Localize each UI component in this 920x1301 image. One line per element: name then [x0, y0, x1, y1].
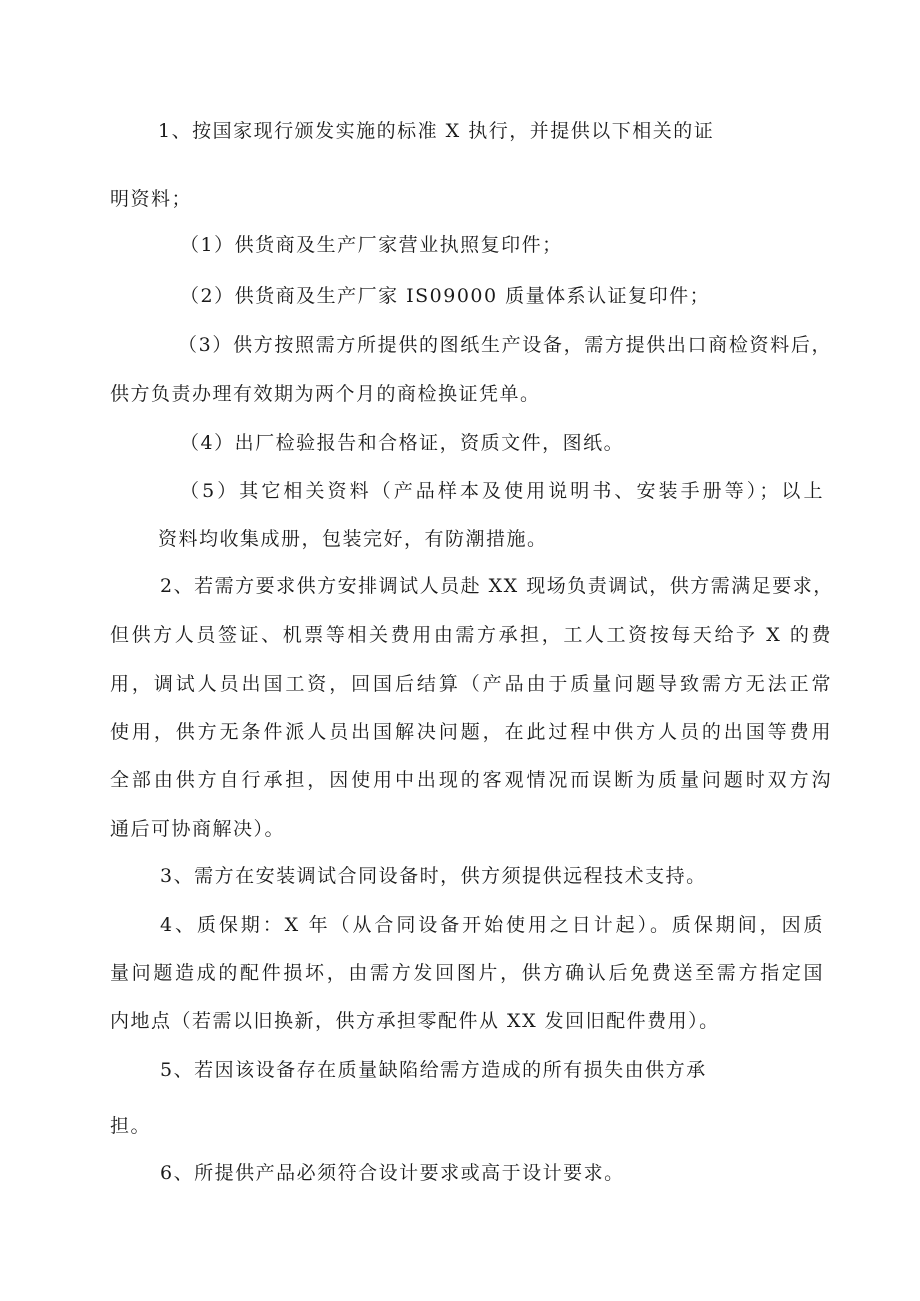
item-1-sub-2: （2）供货商及生产厂家 IS09000 质量体系认证复印件； [180, 285, 711, 307]
item-1-sub-5-line-1: （5）其它相关资料（产品样本及使用说明书、安装手册等）；以上 [180, 480, 824, 502]
item-1-sub-3-line-1: （3）供方按照需方所提供的图纸生产设备，需方提供出口商检资料后， [178, 334, 832, 356]
item-2-line-2: 但供方人员签证、机票等相关费用由需方承担，工人工资按每天给予 X 的费 [110, 624, 832, 646]
item-5-line-2: 担。 [110, 1115, 152, 1137]
item-3-line-1: 3、需方在安装调试合同设备时，供方须提供远程技术支持。 [160, 865, 707, 887]
item-1-sub-1: （1）供货商及生产厂家营业执照复印件； [180, 234, 563, 256]
item-2-line-6: 通后可协商解决）。 [110, 818, 286, 840]
item-5-line-1: 5、若因该设备存在质量缺陷给需方造成的所有损失由供方承 [160, 1059, 707, 1081]
item-2-line-5: 全部由供方自行承担，因使用中出现的客观情况而误断为质量问题时双方沟 [110, 769, 832, 791]
item-1-sub-3-line-2: 供方负责办理有效期为两个月的商检换证凭单。 [110, 383, 541, 405]
item-6-line-1: 6、所提供产品必须符合设计要求或高于设计要求。 [160, 1162, 625, 1184]
item-1-line-2: 明资料； [110, 188, 193, 210]
item-4-line-1: 4、质保期：X 年（从合同设备开始使用之日计起）。质保期间，因质 [160, 914, 824, 936]
item-2-line-3: 用，调试人员出国工资，回国后结算（产品由于质量问题导致需方无法正常 [110, 673, 832, 695]
item-1-line-1: 1、按国家现行颁发实施的标准 X 执行，并提供以下相关的证 [158, 120, 715, 142]
item-1-sub-4: （4）出厂检验报告和合格证，资质文件，图纸。 [180, 432, 625, 454]
item-2-line-1: 2、若需方要求供方安排调试人员赴 XX 现场负责调试，供方需满足要求， [160, 575, 834, 597]
item-4-line-3: 内地点（若需以旧换新，供方承担零配件从 XX 发回旧配件费用）。 [110, 1010, 720, 1032]
item-2-line-4: 使用，供方无条件派人员出国解决问题，在此过程中供方人员的出国等费用 [110, 721, 832, 743]
item-1-sub-5-line-2: 资料均收集成册，包装完好，有防潮措施。 [158, 528, 548, 550]
item-4-line-2: 量问题造成的配件损坏，由需方发回图片，供方确认后免费送至需方指定国 [110, 962, 824, 984]
